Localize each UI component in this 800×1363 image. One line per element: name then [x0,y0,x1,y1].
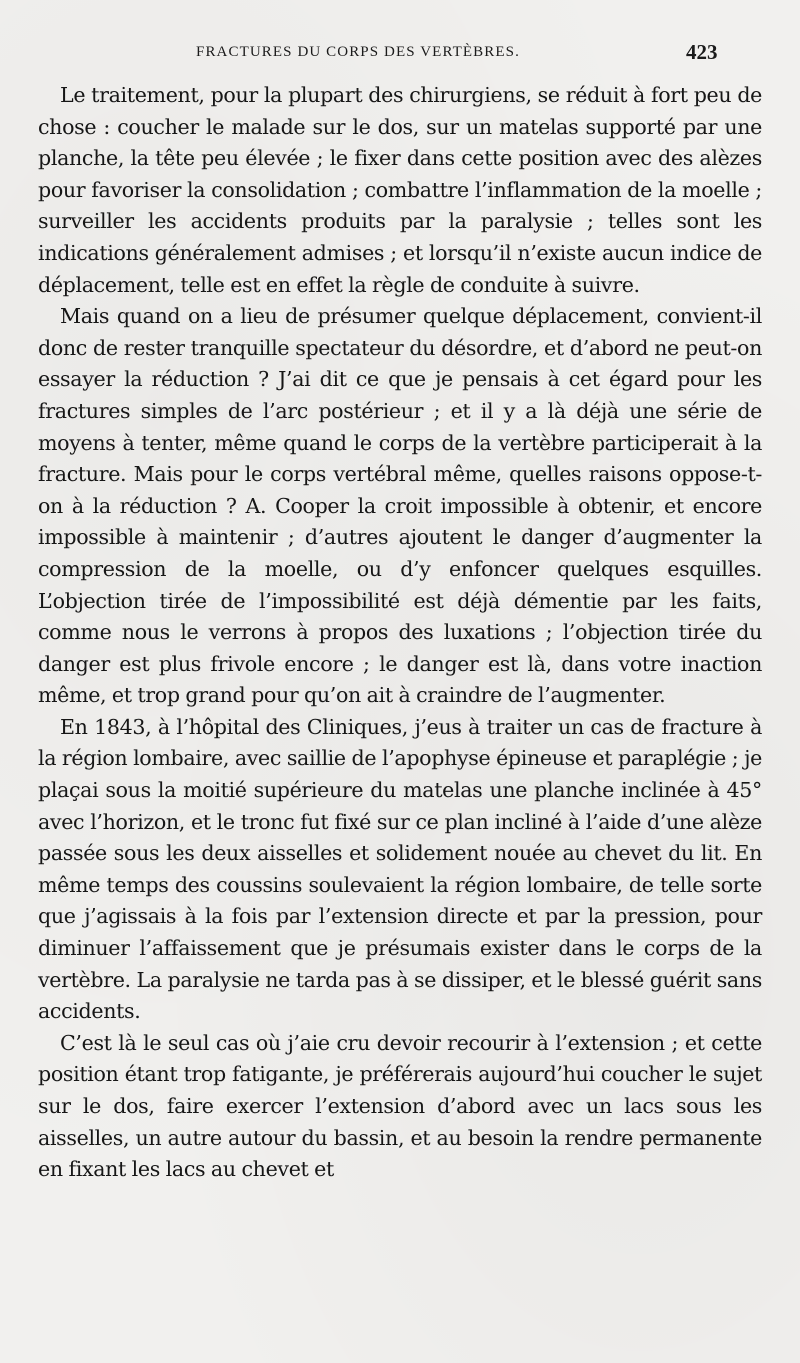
page-header [0,38,800,72]
page-number: 423 [686,40,718,64]
paragraph-reduction: Mais quand on a lieu de présumer quelque déplacement, convient-il donc de rester tranquille spectateur du désordre, et d’abord ne peut-on essayer la réduction ? J’ai dit ce que je pensais à cet égard pour les fractures simples de l’arc postérieur ; et il y a là déjà une série de moyens à tenter, même quand le corps de la vertèbre participerait à la fracture. Mais pour le corps vertébral même, quelles raisons oppose-t-on à la réduction ? A. Cooper la croit impossible à obtenir, et encore impossible à maintenir ; d’autres ajoutent le danger d’augmenter la compression de la moelle, ou d’y enfoncer quelques esquilles. L’objection tirée de l’impossibilité est déjà démentie par les faits, comme nous le verrons à propos des luxations ; l’objection tirée du danger est plus frivole encore ; le danger est là, dans votre inaction même, et trop grand pour qu’on ait à craindre de l’augmenter. [38,304,762,708]
paragraph-case-1843: En 1843, à l’hôpital des Cliniques, j’eus à traiter un cas de fracture à la région lombaire, avec saillie de l’apophyse épineuse et paraplégie ; je plaçai sous la moitié supérieure du matelas une planche inclinée à 45° avec l’horizon, et le tronc fut fixé sur ce plan incliné à l’aide d’une alèze passée sous les deux aisselles et solidement nouée au chevet du lit. En même temps des coussins soulevaient la région lombaire, de telle sorte que j’agissais à la fois par l’extension directe et par la pression, pour diminuer l’affaissement que je présumais exister dans le corps de la vertèbre. La paralysie ne tarda pas à se dissiper, et le blessé guérit sans accidents. [38,714,762,1024]
body-text [38,80,762,1186]
paragraph-treatment: Le traitement, pour la plupart des chirurgiens, se réduit à fort peu de chose : coucher le malade sur le dos, sur un matelas supporté par une planche, la tête peu élevée ; le fixer dans cette position avec des alèzes pour favoriser la consolidation ; combattre l’inflammation de la moelle ; surveiller les accidents produits par la paralysie ; telles sont les indications généralement admises ; et lorsqu’il n’existe aucun indice de déplacement, telle est en effet la règle de conduite à suivre. [38,83,762,297]
paragraph-extension: C’est là le seul cas où j’aie cru devoir recourir à l’extension ; et cette position étant trop fatigante, je préférerais aujourd’hui coucher le sujet sur le dos, faire exercer l’extension d’abord avec un lacs sous les aisselles, un autre autour du bassin, et au besoin la rendre permanente en fixant les lacs au chevet et [38,1030,762,1182]
running-title: FRACTURES DU CORPS DES VERTÈBRES. [196,44,520,60]
